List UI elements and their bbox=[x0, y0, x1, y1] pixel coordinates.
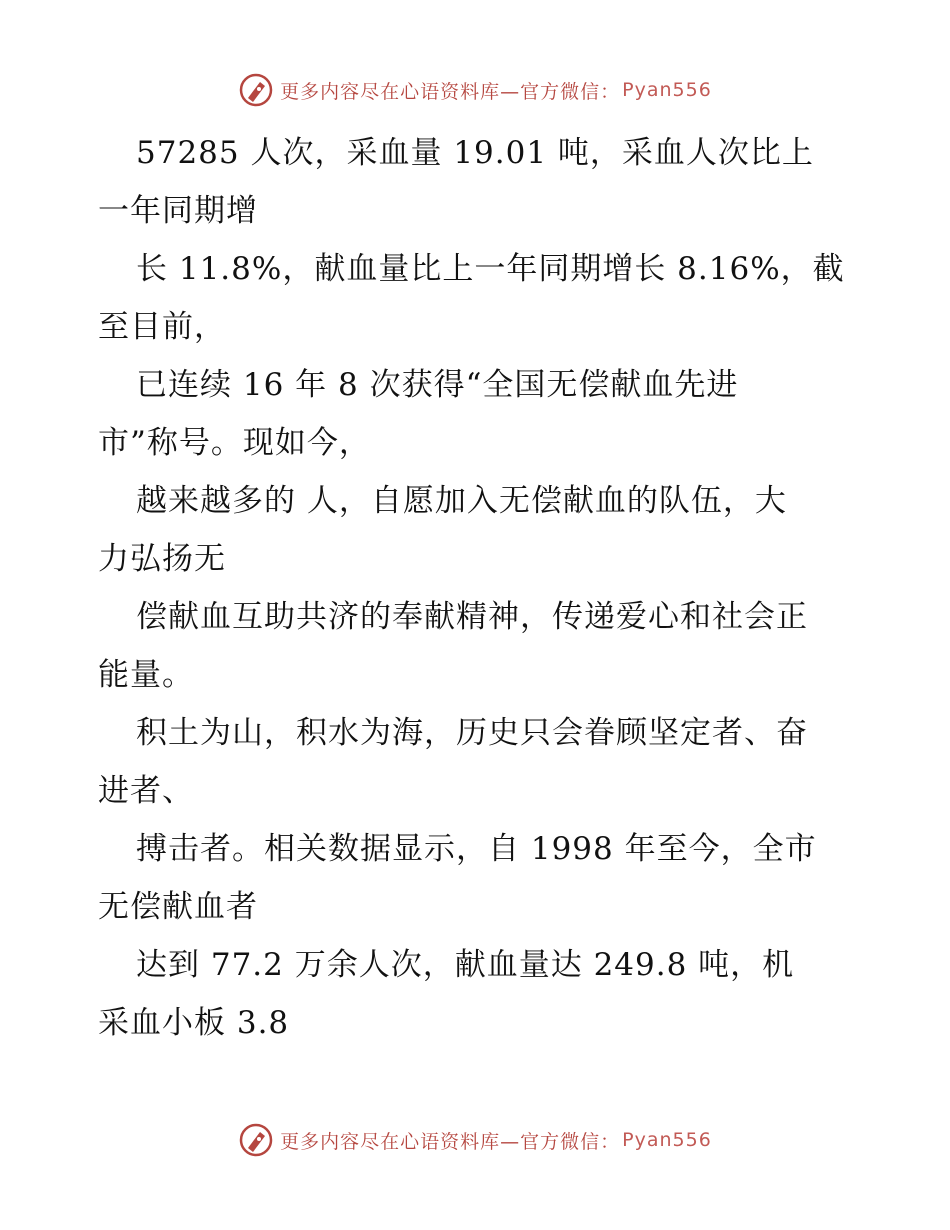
paragraph-line: 长 11.8%，献血量比上一年同期增长 8.16%，截 bbox=[136, 251, 845, 287]
paragraph-line: 采血小板 3.8 bbox=[98, 1005, 290, 1041]
paragraph-line: 越来越多的 人，自愿加入无偿献血的队伍，大 bbox=[136, 483, 787, 519]
paragraph-line: 一年同期增 bbox=[98, 193, 258, 229]
watermark-text: 更多内容尽在心语资料库—官方微信： bbox=[280, 1130, 621, 1153]
watermark-text: 更多内容尽在心语资料库—官方微信： bbox=[280, 80, 621, 103]
paragraph bbox=[98, 472, 858, 588]
pen-nib-logo-icon bbox=[238, 72, 274, 108]
paragraph-line: 进者、 bbox=[98, 773, 194, 809]
paragraph bbox=[98, 704, 858, 820]
paragraph bbox=[98, 820, 858, 936]
watermark-wechat-id: Pyan556 bbox=[622, 79, 712, 101]
paragraph-line: 已连续 16 年 8 次获得“全国无偿献血先进 bbox=[136, 367, 739, 403]
pen-nib-logo-icon bbox=[238, 1122, 274, 1158]
header-watermark bbox=[0, 72, 950, 108]
paragraph bbox=[98, 356, 858, 472]
paragraph-line: 偿献血互助共济的奉献精神，传递爱心和社会正 bbox=[136, 599, 808, 635]
document-body bbox=[98, 124, 858, 1052]
paragraph bbox=[98, 124, 858, 240]
watermark-wechat-id: Pyan556 bbox=[622, 1129, 712, 1151]
paragraph bbox=[98, 240, 858, 356]
paragraph-line: 市”称号。现如今， bbox=[98, 425, 371, 461]
paragraph-line: 搏击者。相关数据显示，自 1998 年至今，全市 bbox=[136, 831, 817, 867]
paragraph bbox=[98, 588, 858, 704]
paragraph-line: 至目前， bbox=[98, 309, 226, 345]
footer-watermark bbox=[0, 1122, 950, 1158]
paragraph-line: 57285 人次，采血量 19.01 吨，采血人次比上 bbox=[136, 135, 814, 171]
paragraph-line: 达到 77.2 万余人次，献血量达 249.8 吨，机 bbox=[136, 947, 795, 983]
paragraph-line: 无偿献血者 bbox=[98, 889, 258, 925]
paragraph-line: 力弘扬无 bbox=[98, 541, 226, 577]
paragraph-line: 积土为山，积水为海，历史只会眷顾坚定者、奋 bbox=[136, 715, 808, 751]
paragraph bbox=[98, 936, 858, 1052]
paragraph-line: 能量。 bbox=[98, 657, 194, 693]
